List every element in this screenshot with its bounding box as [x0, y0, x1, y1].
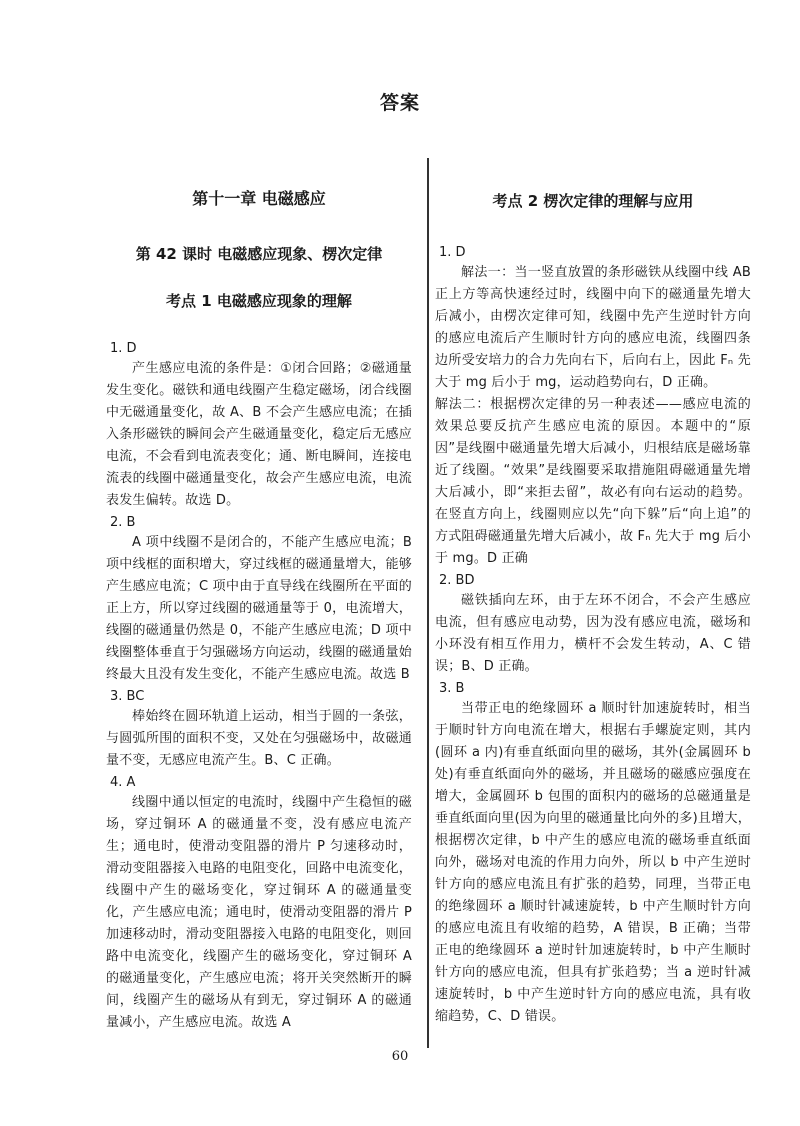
- answer-item: [106, 513, 412, 686]
- left-column: [106, 176, 412, 1034]
- answer-number: 2. BD: [439, 573, 475, 588]
- answer-number: 1. D: [439, 245, 466, 260]
- answer-item: [106, 773, 412, 1034]
- answer-explanation: 线圈中通以恒定的电流时，线圈中产生稳恒的磁场，穿过铜环 A 的磁通量不变，没有感应电流产生；通电时，使滑动变阻器的滑片 P 匀速移动时，滑动变阻器接入电路的电阻变化，回路中电流变化，线圈中产生的磁场变化，穿过铜环 A 的磁通量变化，产生感应电流；通电时，使滑动变阻器的滑片 P 加速移动时，滑动变阻器接入电路的电阻变化，则回路中电流变化，线圈产生的磁场变化，穿过铜环 A 的磁通量变化，产生感应电流；将开关突然断开的瞬间，线圈产生的磁场从有到无，穿过铜环 A 的磁通量减小，产生感应电流。故选 A: [106, 795, 412, 1030]
- answer-explanation: 当带正电的绝缘圆环 a 顺时针加速旋转时，相当于顺时针方向电流在增大，根据右手螺旋定则，其内(圆环 a 内)有垂直纸面向里的磁场，其外(金属圆环 b 处)有垂直纸面向外的磁场，并且磁场的磁感应强度在增大，金属圆环 b 包围的面积内的磁场的总磁通量是垂直纸面向里(因为向里的磁通量比向外的多)且增大，根据楞次定律，b 中产生的感应电流的磁场垂直纸面向外，磁场对电流的作用力向外，所以 b 中产生逆时针方向的感应电流且有扩张的趋势，同理，当带正电的绝缘圆环 a 顺时针减速旋转，b 中产生顺时针方向的感应电流且有收缩的趋势，A 错误，B 正确；当带正电的绝缘圆环 a 逆时针加速旋转时，b 中产生顺时针方向的感应电流，但具有扩张趋势；当 a 逆时针减速旋转时，b 中产生逆时针方向的感应电流，具有收缩趋势，C、D 错误。: [435, 701, 751, 1024]
- answer-number: 1. D: [110, 341, 137, 356]
- answer-number: 3. BC: [110, 689, 145, 704]
- answer-item: [106, 339, 412, 512]
- column-divider: [427, 158, 429, 1048]
- lesson-title: 第 42 课时 电磁感应现象、楞次定律: [135, 245, 383, 263]
- answer-item: [435, 243, 751, 570]
- answer-explanation: 解法一：当一竖直放置的条形磁铁从线圈中线 AB 正上方等高快速经过时，线圈中向下的磁通量先增大后减小，由楞次定律可知，线圈中先产生逆时针方向的感应电流后产生顺时针方向的感应电流，线圈四条边所受安培力的合力先向右下，后向右上，因此 Fₙ 先大于 mg 后小于 mg，运动趋势向右，D 正确。: [435, 265, 751, 390]
- answer-number: 4. A: [110, 775, 136, 790]
- answer-explanation: 棒始终在圆环轨道上运动，相当于圆的一条弦，与圆弧所围的面积不变，又处在匀强磁场中，故磁通量不变，无感应电流产生。B、C 正确。: [106, 709, 412, 768]
- answer-number: 3. B: [439, 681, 465, 696]
- answer-explanation: 产生感应电流的条件是：①闭合回路；②磁通量发生变化。磁铁和通电线圈产生稳定磁场，闭合线圈中无磁通量变化，故 A、B 不会产生感应电流；在插入条形磁铁的瞬间会产生磁通量变化，稳定后无感应电流，不会看到电流表变化；通、断电瞬间，连接电流表的线圈中磁通量变化，故会产生感应电流，电流表发生偏转。故选 D。: [106, 361, 412, 508]
- page-number: 60: [391, 1049, 409, 1064]
- answer-explanation: 磁铁插向左环，由于左环不闭合，不会产生感应电流，但有感应电动势，因为没有感应电流，磁场和小环没有相互作用力，横杆不会发生转动，A、C 错误；B、D 正确。: [435, 593, 751, 674]
- answer-explanation-alt: 解法二：根据楞次定律的另一种表述——感应电流的效果总要反抗产生感应电流的原因。本题中的“原因”是线圈中磁通量先增大后减小，归根结底是磁场靠近了线圈。“效果”是线圈要采取措施阻碍磁通量先增大后减小，即“来拒去留”，故必有向右运动的趋势。在竖直方向上，线圈则应以先“向下躲”后“向上追”的方式阻碍磁通量先增大后减小，故 Fₙ 先大于 mg 后小于 mg。D 正确: [435, 397, 751, 566]
- answer-item: [435, 679, 751, 1028]
- page-title: 答案: [379, 92, 420, 114]
- section-heading-point-1: 考点 1 电磁感应现象的理解: [166, 292, 352, 310]
- answer-item: [435, 571, 751, 678]
- right-column: [435, 190, 751, 1028]
- answer-number: 2. B: [110, 515, 136, 530]
- section-heading-point-2: 考点 2 楞次定律的理解与应用: [492, 192, 694, 210]
- chapter-title: 第十一章 电磁感应: [192, 189, 326, 208]
- answer-item: [106, 687, 412, 772]
- answer-explanation: A 项中线圈不是闭合的，不能产生感应电流；B 项中线框的面积增大，穿过线框的磁通量增大，能够产生感应电流；C 项中由于直导线在线圈所在平面的正上方，所以穿过线圈的磁通量等于 0，电流增大，线圈的磁通量仍然是 0，不能产生感应电流；D 项中线圈整体垂直于匀强磁场方向运动，线圈的磁通量始终最大且没有发生变化，不能产生感应电流。故选 B: [106, 535, 412, 682]
